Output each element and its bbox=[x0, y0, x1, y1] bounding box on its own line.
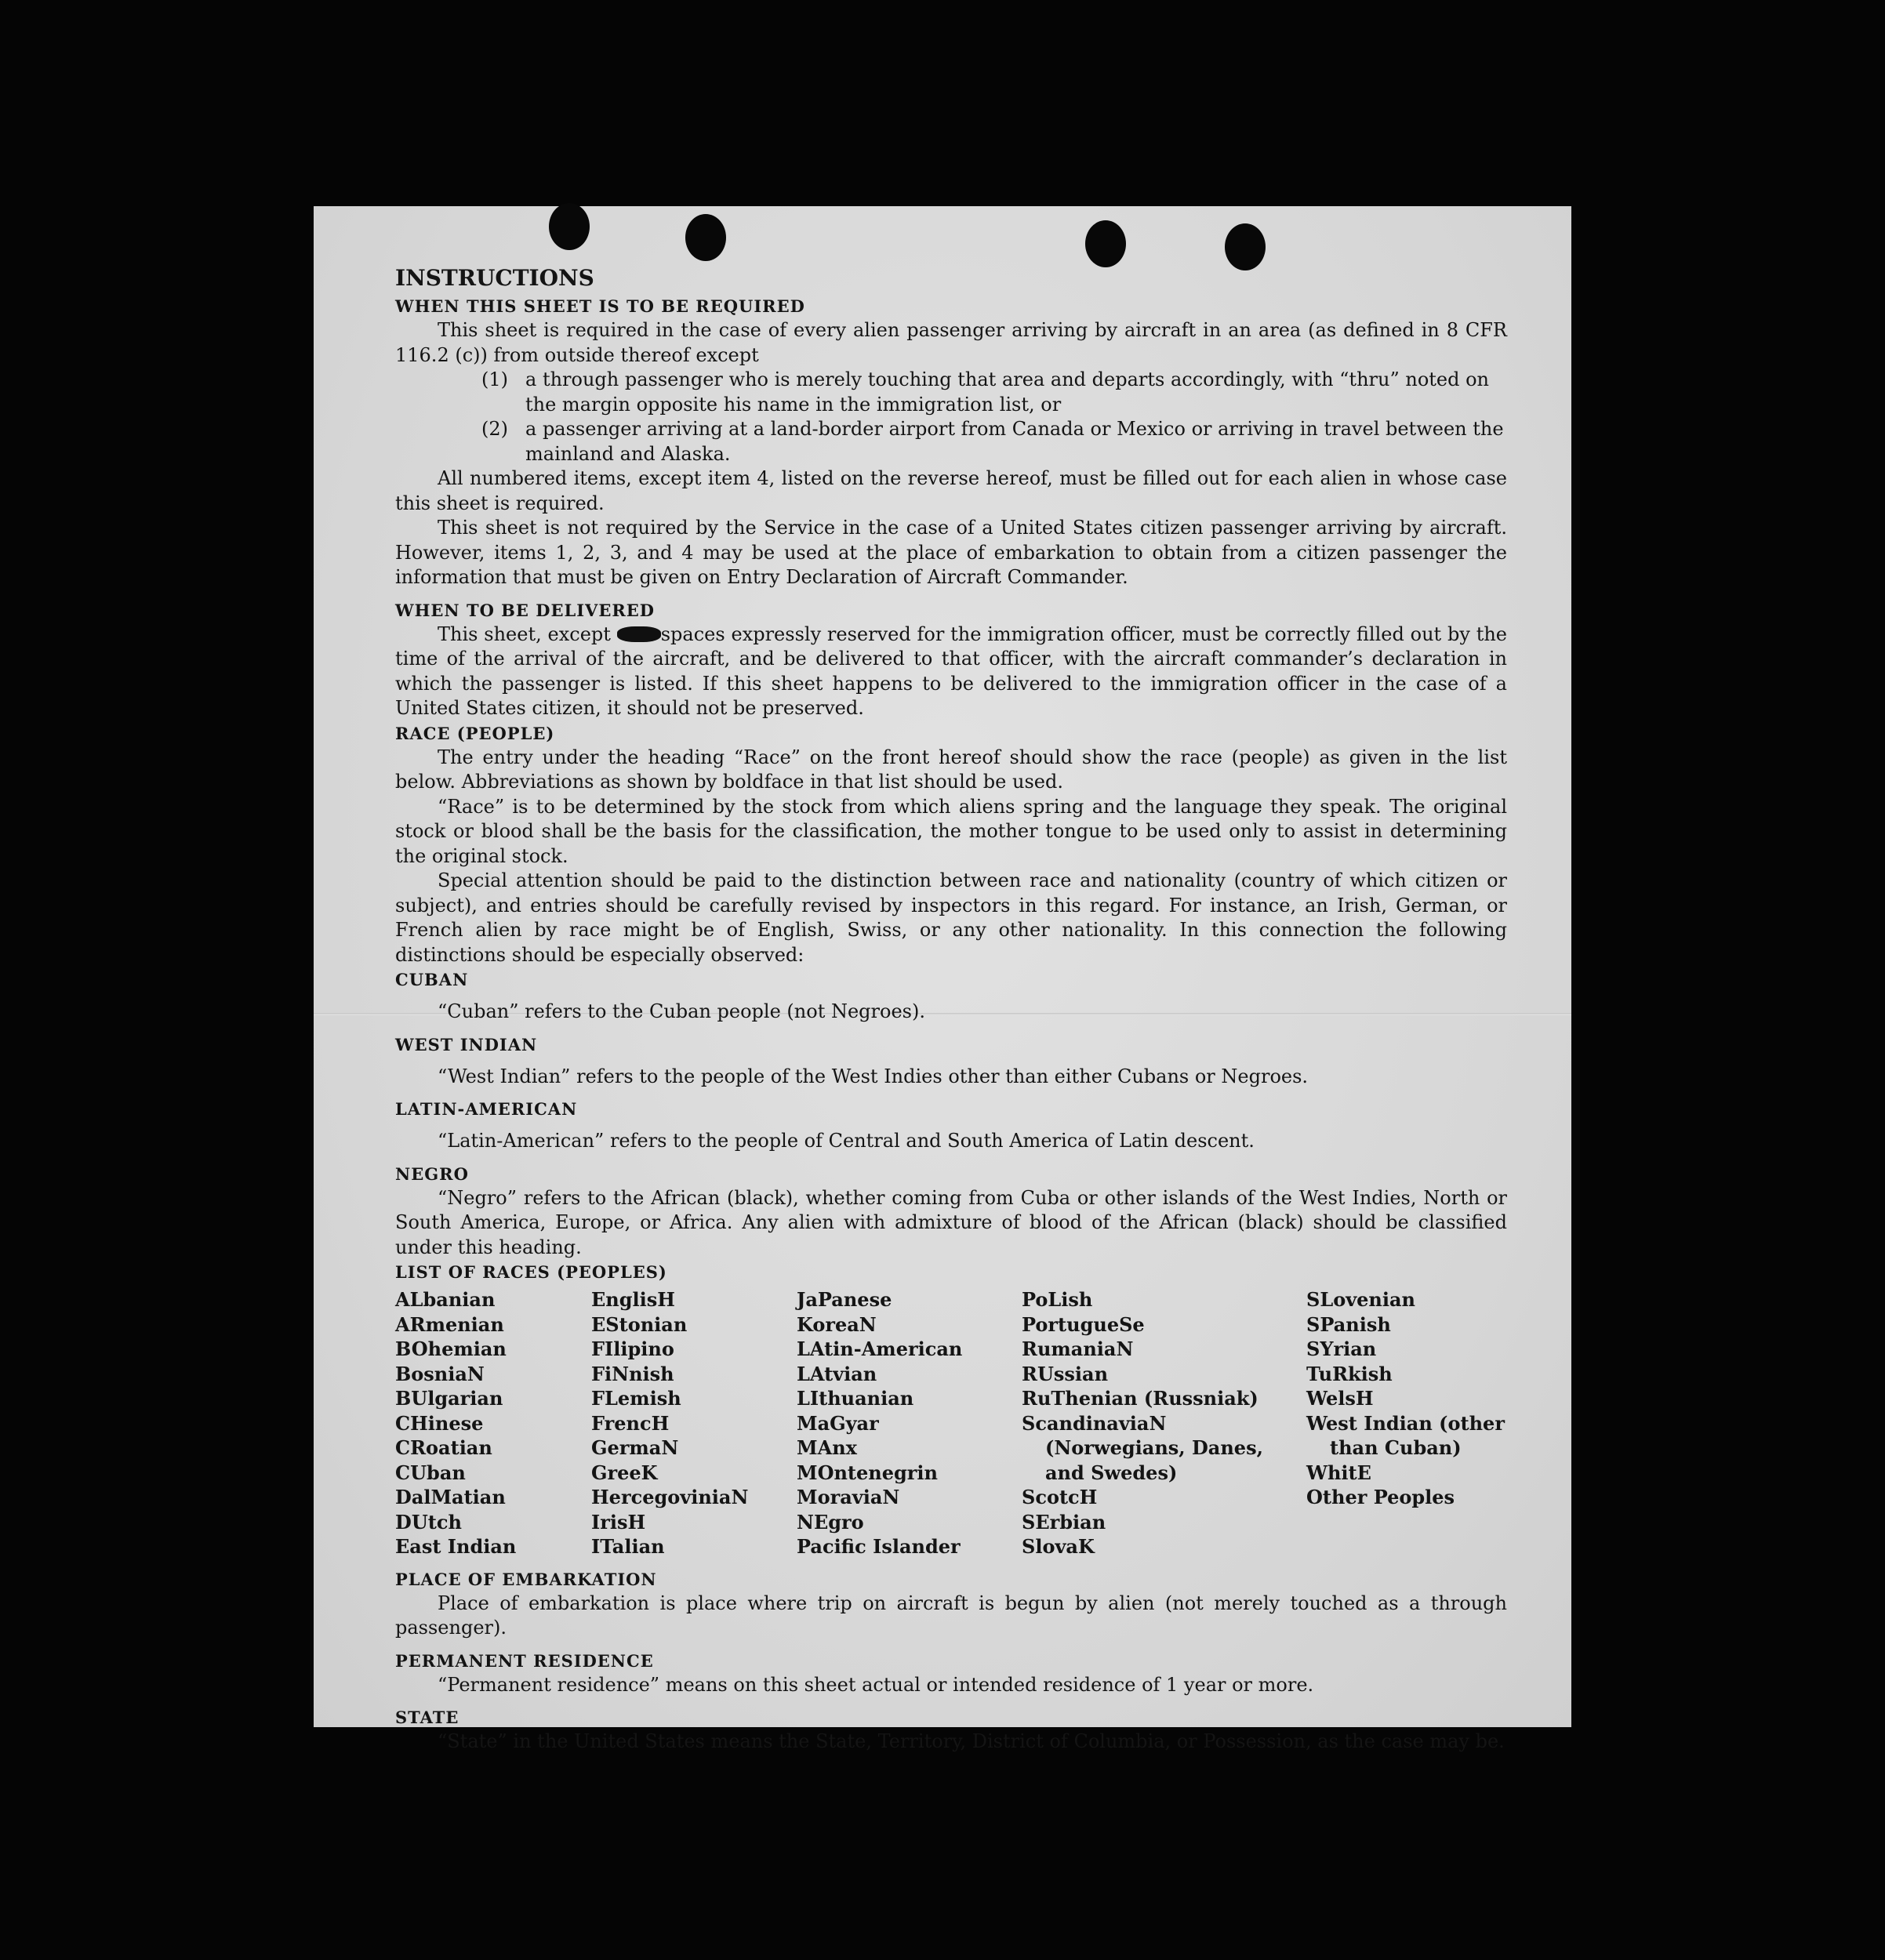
section-heading: PERMANENT RESIDENCE bbox=[395, 1650, 654, 1671]
race-entry: CUban bbox=[395, 1461, 466, 1484]
race-entry: ARmenian bbox=[395, 1312, 504, 1336]
punch-hole bbox=[685, 214, 726, 261]
paragraph: Special attention should be paid to the distinction between race and nationality (country of which citizen or subject), and entries should be carefully revised by inspectors in this regard. For instance, an Irish, German, or French alien by race might be of English, Swiss, or any other nationality. In this connection the following distinctions should be especially observed: bbox=[395, 869, 1507, 966]
race-entry: RuThenian (Russniak) bbox=[1022, 1387, 1258, 1410]
paragraph: “Race” is to be determined by the stock from which aliens spring and the language they speak. The original stock or blood shall be the basis for the classification, the mother tongue to be used only to assist in determining the original stock. bbox=[395, 795, 1507, 867]
section-heading: WEST INDIAN bbox=[395, 1034, 538, 1054]
punch-hole bbox=[549, 203, 590, 250]
race-entry: ScotcH bbox=[1022, 1486, 1098, 1508]
race-entry: DUtch bbox=[395, 1510, 462, 1534]
race-column bbox=[797, 1287, 1022, 1559]
section-heading: WHEN THIS SHEET IS TO BE REQUIRED bbox=[395, 296, 805, 316]
race-entry: CHinese bbox=[395, 1411, 484, 1435]
race-entry: FIlipino bbox=[591, 1338, 674, 1360]
race-entry: BUlgarian bbox=[395, 1387, 503, 1410]
section-heading: LIST OF RACES (PEOPLES) bbox=[395, 1262, 667, 1282]
race-entry: FrencH bbox=[591, 1411, 670, 1435]
item-text: a through passenger who is merely touching that area and departs accordingly, with “thru” noted on the margin opposite his name in the immigration list, or bbox=[525, 368, 1490, 416]
race-entry: ITalian bbox=[591, 1535, 665, 1558]
race-entry: RUssian bbox=[1022, 1362, 1109, 1385]
paragraph: This sheet is not required by the Service in the case of a United States citizen passenger arriving by aircraft. However, items 1, 2, 3, and 4 may be used at the place of embarkation to obtain from a citizen passenger the information that must be given on Entry Declaration of Aircraft Commander. bbox=[395, 517, 1507, 588]
race-entry: LIthuanian bbox=[797, 1387, 914, 1410]
paragraph: “Negro” refers to the African (black), whether coming from Cuba or other islands of the West Indies, North or South America, Europe, or Africa. Any alien with admixture of blood of the African (black) should be classified under this heading. bbox=[395, 1186, 1507, 1258]
race-entry: SlovaK bbox=[1022, 1535, 1095, 1558]
race-column bbox=[591, 1287, 797, 1559]
race-column bbox=[1022, 1287, 1306, 1559]
race-entry: PortugueSe bbox=[1022, 1312, 1145, 1336]
paragraph: “West Indian” refers to the people of the West Indies other than either Cubans or Negroes. bbox=[438, 1065, 1309, 1087]
race-entry: LAtin-American bbox=[797, 1338, 963, 1360]
item-number: (1) bbox=[481, 368, 508, 390]
paragraph-start: This sheet, except bbox=[438, 622, 611, 645]
race-entry: SErbian bbox=[1022, 1510, 1106, 1534]
race-entry: KoreaN bbox=[797, 1312, 877, 1336]
race-entry: SYrian bbox=[1306, 1338, 1377, 1360]
section-heading: PLACE OF EMBARKATION bbox=[395, 1569, 657, 1589]
race-entry: LAtvian bbox=[797, 1362, 877, 1385]
punch-hole bbox=[1085, 220, 1126, 267]
race-entry: WhitE bbox=[1306, 1461, 1371, 1484]
race-entry: MAnx bbox=[797, 1436, 857, 1459]
race-entry: DalMatian bbox=[395, 1486, 506, 1508]
race-entry: JaPanese bbox=[797, 1288, 892, 1311]
section-heading: WHEN TO BE DELIVERED bbox=[395, 600, 656, 620]
race-entry: CRoatian bbox=[395, 1436, 492, 1459]
instructions-body bbox=[395, 263, 1507, 1755]
race-entry: EStonian bbox=[591, 1312, 688, 1336]
redaction-mark bbox=[617, 626, 661, 642]
list-item bbox=[481, 368, 1507, 417]
race-entry: West Indian (other than Cuban) bbox=[1306, 1411, 1505, 1459]
paragraph: The entry under the heading “Race” on the front hereof should show the race (people) as given in the list below. Abbreviations as shown by boldface in that list should be used. bbox=[395, 746, 1507, 793]
race-entry: BOhemian bbox=[395, 1338, 507, 1360]
race-list bbox=[395, 1287, 1507, 1559]
race-entry: FiNnish bbox=[591, 1362, 674, 1385]
race-entry: TuRkish bbox=[1306, 1362, 1393, 1385]
race-entry: Pacific Islander bbox=[797, 1535, 961, 1558]
paragraph: “Latin-American” refers to the people of Central and South America of Latin descent. bbox=[438, 1130, 1255, 1152]
paragraph: “Permanent residence” means on this sheet actual or intended residence of 1 year or more. bbox=[438, 1673, 1314, 1696]
section-heading: LATIN-AMERICAN bbox=[395, 1099, 578, 1119]
section-heading: NEGRO bbox=[395, 1163, 469, 1184]
paragraph bbox=[395, 622, 1507, 721]
paragraph: All numbered items, except item 4, listed on the reverse hereof, must be filled out for each alien in whose case this sheet is required. bbox=[395, 467, 1507, 514]
race-entry: MOntenegrin bbox=[797, 1461, 938, 1484]
item-text: a passenger arriving at a land-border airport from Canada or Mexico or arriving in travel between the mainland and Alaska. bbox=[525, 418, 1504, 465]
race-entry: BosniaN bbox=[395, 1362, 485, 1385]
race-entry: MaGyar bbox=[797, 1411, 879, 1435]
race-entry: IrisH bbox=[591, 1510, 646, 1534]
item-number: (2) bbox=[481, 418, 508, 440]
section-heading: CUBAN bbox=[395, 970, 469, 989]
race-column bbox=[395, 1287, 591, 1559]
document-sheet bbox=[314, 206, 1571, 1752]
race-entry: GermaN bbox=[591, 1436, 679, 1459]
race-entry: GreeK bbox=[591, 1461, 658, 1484]
paragraph-rest: spaces expressly reserved for the immigration officer, must be correctly filled out by the time of the arrival of the aircraft, and be delivered to that officer, with the aircraft commander’s declaration in which the passenger is listed. If this sheet happens to be delivered to the immigration officer in the case of a United States citizen, it should not be preserved. bbox=[395, 622, 1508, 719]
race-entry: PoLish bbox=[1022, 1288, 1093, 1311]
race-entry: RumaniaN bbox=[1022, 1338, 1134, 1360]
paragraph: “Cuban” refers to the Cuban people (not Negroes). bbox=[438, 1000, 925, 1022]
race-entry: EnglisH bbox=[591, 1288, 675, 1311]
race-entry: ALbanian bbox=[395, 1288, 496, 1311]
race-entry: MoraviaN bbox=[797, 1486, 900, 1508]
race-column bbox=[1306, 1287, 1507, 1559]
list-item bbox=[481, 417, 1507, 466]
race-entry: SPanish bbox=[1306, 1312, 1391, 1336]
section-heading: RACE (PEOPLE) bbox=[395, 723, 555, 743]
paragraph: Place of embarkation is place where trip on aircraft is begun by alien (not merely touched as a through passenger). bbox=[395, 1592, 1507, 1639]
race-entry: East Indian bbox=[395, 1535, 517, 1558]
paragraph: “State” in the United States means the State, Territory, District of Columbia, or Possession, as the case may be. bbox=[438, 1730, 1505, 1752]
paragraph: This sheet is required in the case of every alien passenger arriving by aircraft in an area (as defined in 8 CFR 116.2 (c)) from outside thereof except bbox=[395, 319, 1507, 366]
section-heading: STATE bbox=[395, 1708, 459, 1727]
page-title: INSTRUCTIONS bbox=[395, 265, 594, 291]
race-entry: Other Peoples bbox=[1306, 1486, 1455, 1508]
race-entry: ScandinaviaN (Norwegians, Danes, and Swedes) bbox=[1022, 1411, 1263, 1484]
race-entry: WelsH bbox=[1306, 1387, 1374, 1410]
race-entry: FLemish bbox=[591, 1387, 681, 1410]
race-entry: HercegoviniaN bbox=[591, 1486, 749, 1508]
race-entry: SLovenian bbox=[1306, 1288, 1415, 1311]
race-entry: NEgro bbox=[797, 1510, 864, 1534]
